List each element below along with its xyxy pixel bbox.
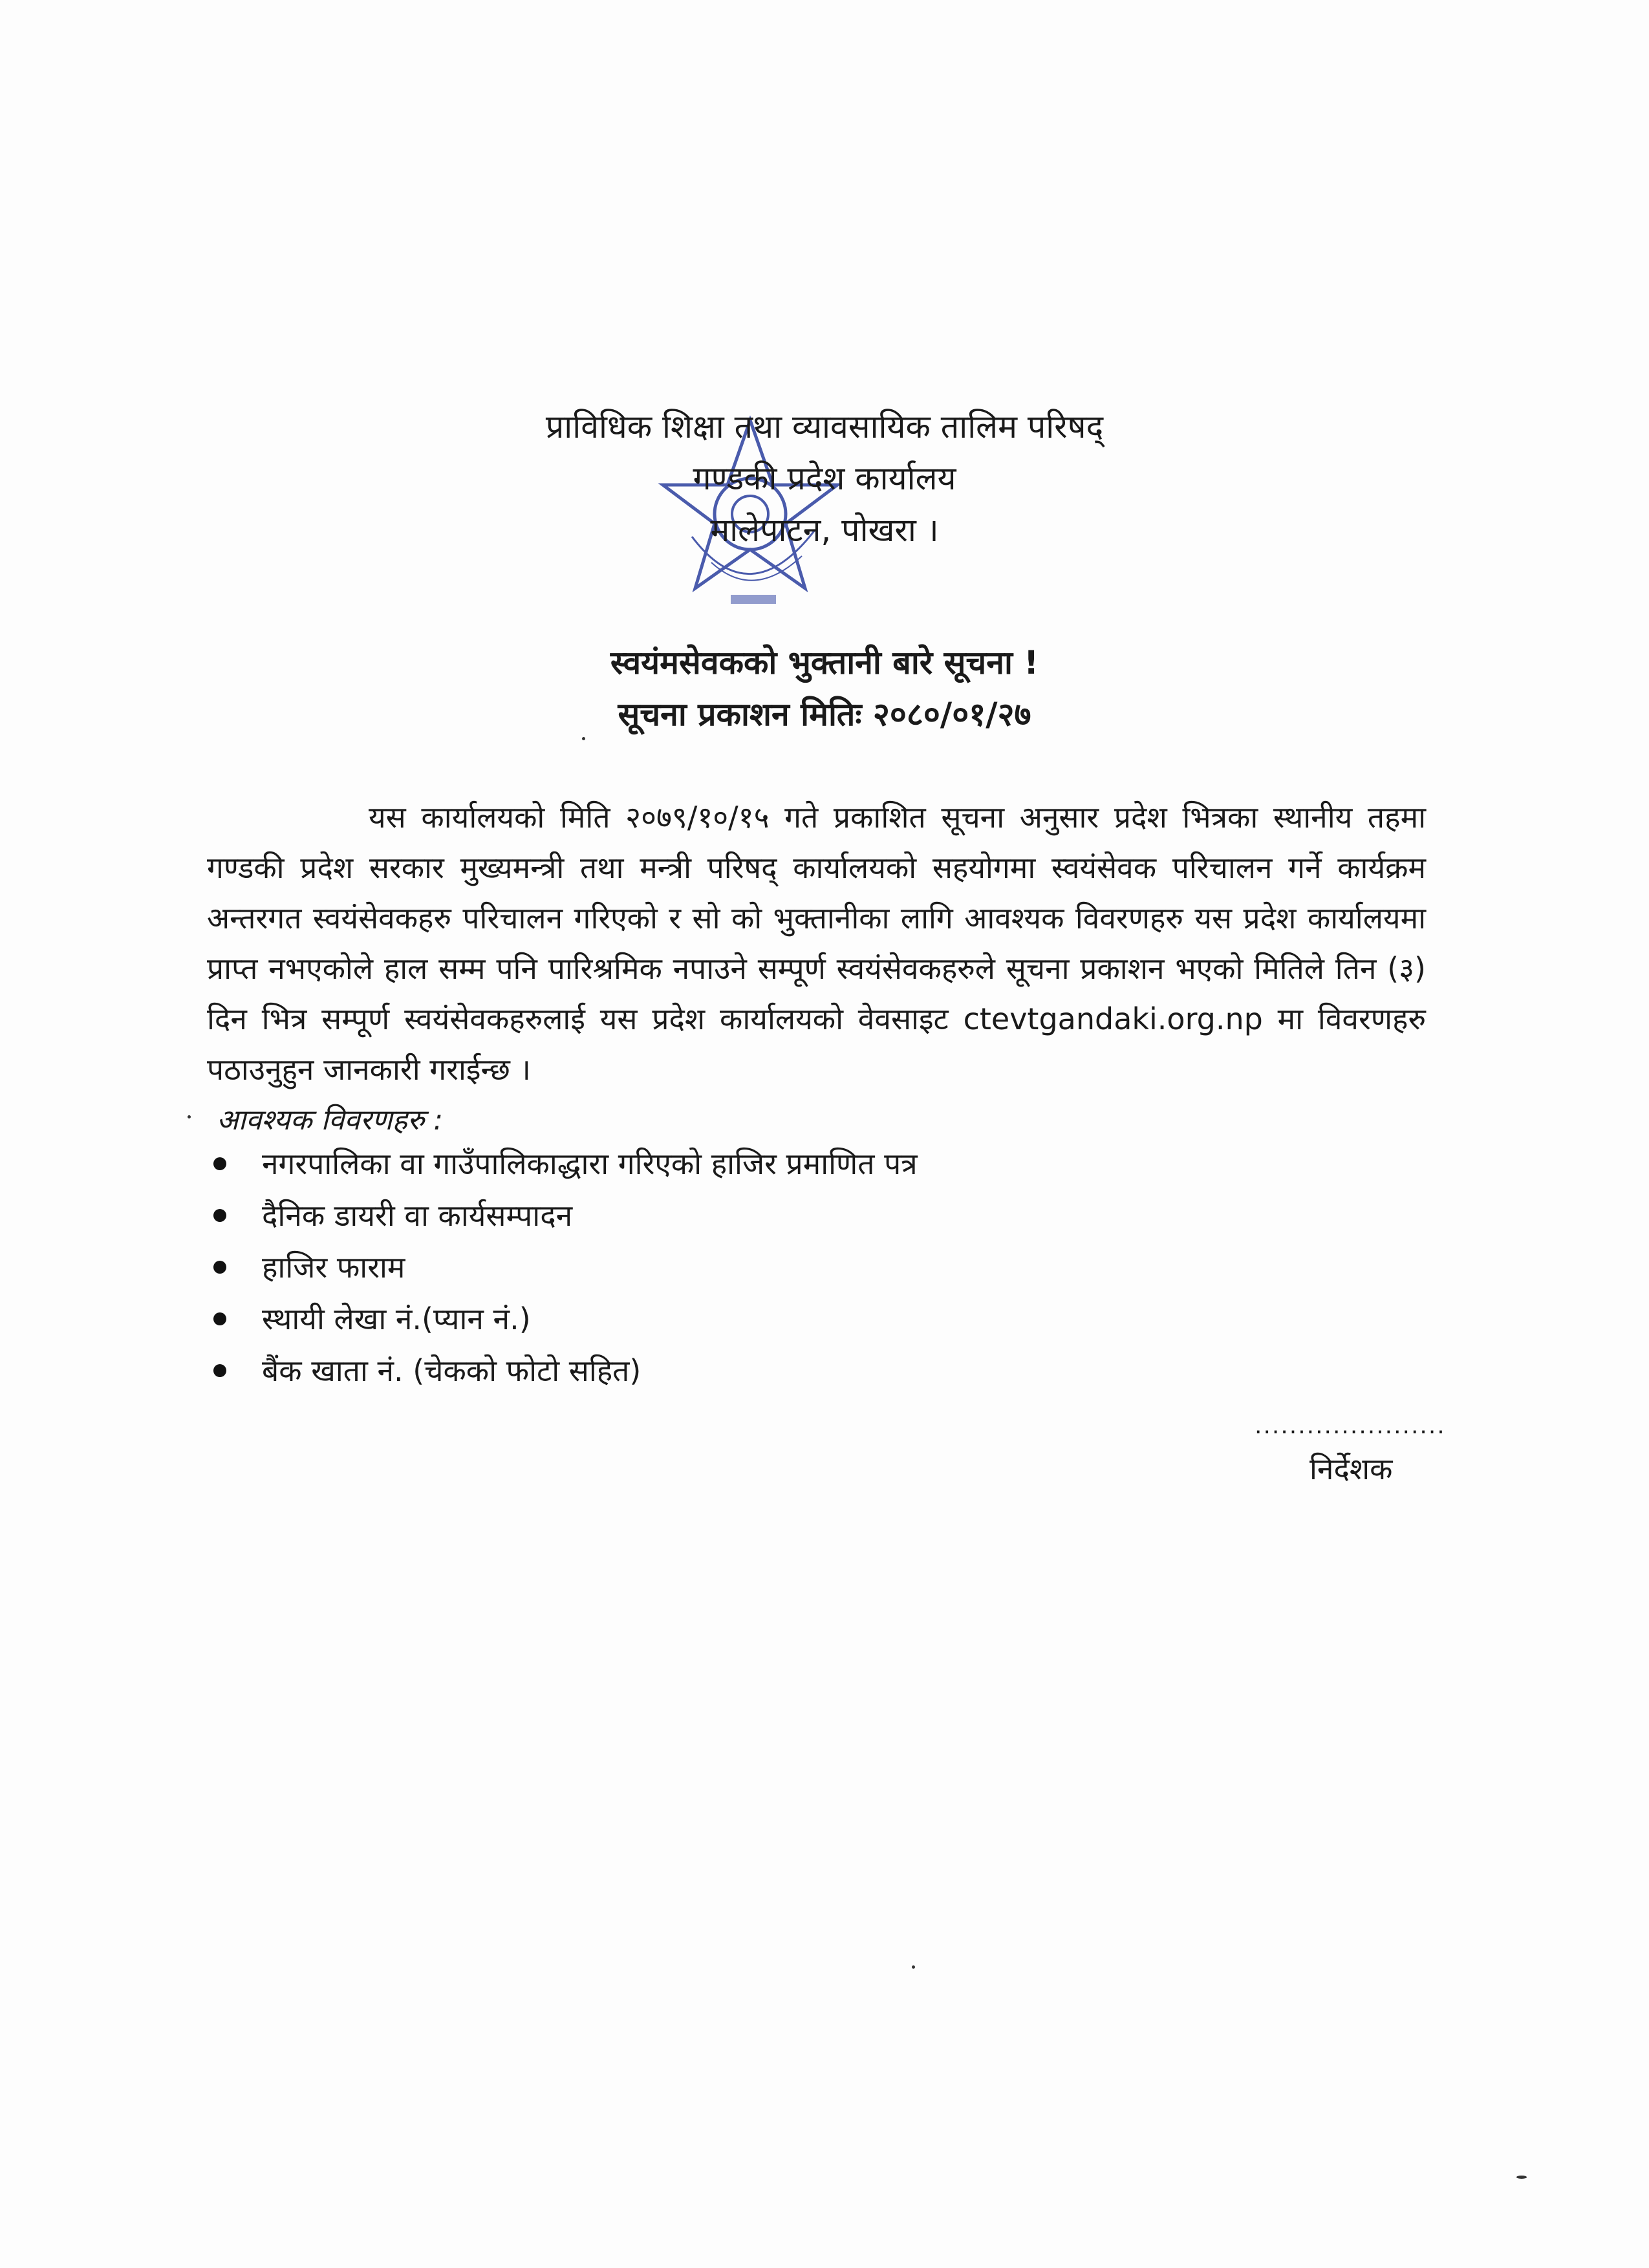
list-item [213,1293,918,1345]
header-council-name: प्राविधिक शिक्षा तथा व्यावसायिक तालिम परिषद् [545,408,1104,445]
bullet-icon [213,1364,226,1377]
scan-speck [1516,2176,1527,2179]
bullet-icon [213,1157,226,1170]
notice-title: स्वयंमसेवकको भुक्तानी बारे सूचना ! [610,644,1039,681]
header-office-address: मालेपाटन, पोखरा । [710,511,939,549]
requirement-text: नगरपालिका वा गाउँपालिकाद्धारा गरिएको हाजिर प्रमाणित पत्र [262,1146,918,1181]
bullet-icon [213,1209,226,1222]
list-item [213,1345,918,1396]
list-item [213,1241,918,1293]
requirement-text: दैनिक डायरी वा कार्यसम्पादन [262,1198,573,1233]
signatory-role: निर्देशक [1310,1451,1393,1486]
requirements-list [213,1138,918,1396]
bullet-icon [213,1261,226,1274]
notice-publish-date: सूचना प्रकाशन मितिः २०८०/०१/२७ [618,696,1031,733]
requirements-heading: आवश्यक विवरणहरु : [217,1104,444,1137]
scan-speck [912,1965,915,1969]
list-item [213,1138,918,1190]
notice-body-paragraph: यस कार्यालयको मिति २०७९/१०/१५ गते प्रकाशित सूचना अनुसार प्रदेश भित्रका स्थानीय तहमा गण्डकी प्रदेश सरकार मुख्यमन्त्री तथा मन्त्री परिषद् कार्यालयको सहयोगमा स्वयंसेवक परिचालन गर्ने कार्यक्रम अन्तरगत स्वयंसेवकहरु परिचालन गरिएको र सो को भुक्तानीका लागि आवश्यक विवरणहरु यस प्रदेश कार्यालयमा प्राप्त नभएकोले हाल सम्म पनि पारिश्रमिक नपाउने सम्पूर्ण स्वयंसेवकहरुले सूचना प्रकाशन भएको मितिले तिन (३) दिन भित्र सम्पूर्ण स्वयंसेवकहरुलाई यस प्रदेश कार्यालयको वेवसाइट ctevtgandaki.org.np मा विवरणहरु पठाउनुहुन जानकारी गराईन्छ । [207,800,1426,1087]
header-office-name: गण्डकी प्रदेश कार्यालय [693,460,956,497]
scan-speck [582,737,585,740]
list-item [213,1190,918,1241]
signature-line: ...................... [1255,1413,1446,1439]
requirement-text: हाजिर फाराम [262,1250,405,1285]
scan-speck [188,1115,191,1118]
requirement-text: स्थायी लेखा नं.(प्यान नं.) [262,1301,531,1336]
notice-title-block [0,637,1649,740]
requirement-text: बैंक खाता नं. (चेकको फोटो सहित) [262,1353,641,1388]
bullet-icon [213,1312,226,1325]
office-header [0,401,1649,556]
